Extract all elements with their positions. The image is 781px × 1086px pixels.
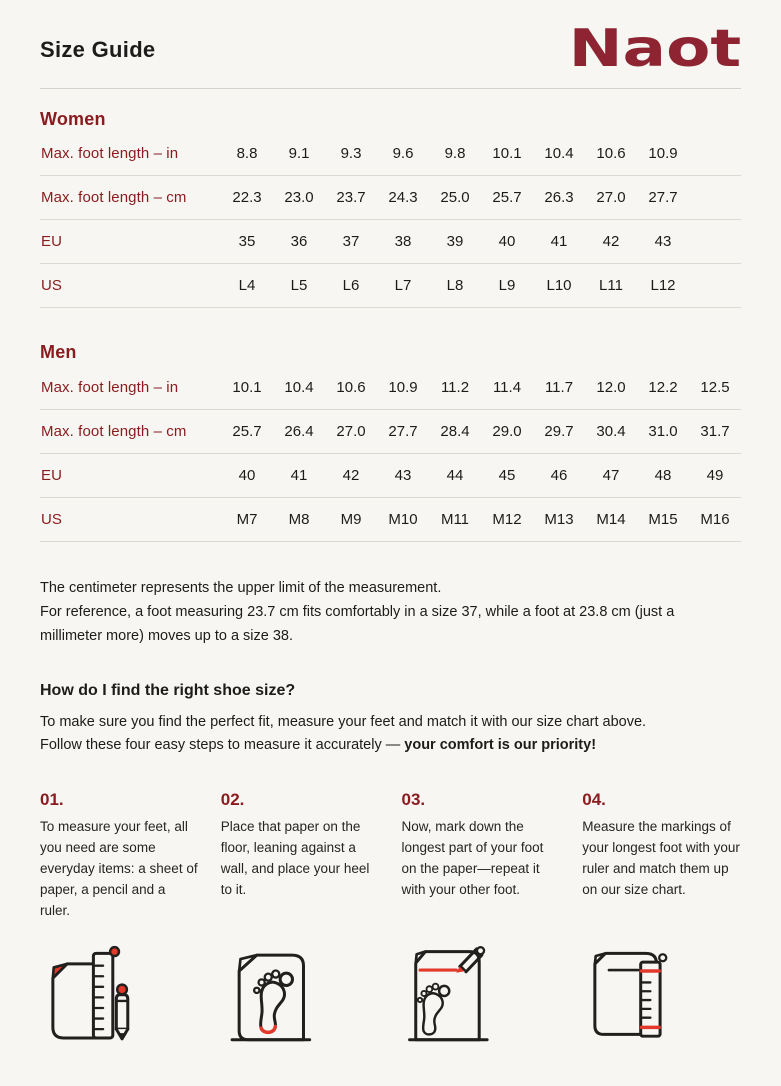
size-value: 27.0 [585, 176, 637, 220]
size-value: 43 [637, 220, 689, 264]
size-value: 38 [377, 220, 429, 264]
size-value: L4 [221, 264, 273, 308]
size-value: 10.4 [533, 132, 585, 176]
size-value: 42 [325, 453, 377, 497]
paper-fold [415, 951, 425, 962]
step-2-number: 02. [220, 789, 245, 809]
size-value: 11.4 [481, 365, 533, 409]
paper-ruler-markings-icon [582, 941, 680, 1045]
step-2 [221, 790, 380, 921]
size-value: 48 [637, 453, 689, 497]
size-value: 29.7 [533, 409, 585, 453]
size-value: 26.4 [273, 409, 325, 453]
size-value: L9 [481, 264, 533, 308]
size-value: 25.7 [481, 176, 533, 220]
size-value: 36 [273, 220, 325, 264]
step-1-text: To measure your feet, all you need are some everyday items: a sheet of paper, a pencil and a ruler. [40, 818, 198, 918]
size-value: 28.4 [429, 409, 481, 453]
row-label: EU [40, 453, 221, 497]
step-3-number: 03. [401, 789, 426, 809]
paper-footprint-pencil-mark-icon [402, 941, 500, 1045]
howto-intro [40, 711, 680, 758]
size-value: 46 [533, 453, 585, 497]
size-value: M8 [273, 497, 325, 541]
size-value: 43 [377, 453, 429, 497]
paper-footprint-icon [221, 941, 319, 1045]
empty-cell [689, 264, 741, 308]
size-value: M10 [377, 497, 429, 541]
size-value: 26.3 [533, 176, 585, 220]
size-value: 24.3 [377, 176, 429, 220]
step-4 [582, 790, 741, 921]
paper-shape [239, 955, 303, 1040]
row-label: Max. foot length – in [40, 132, 221, 176]
size-value: 39 [429, 220, 481, 264]
size-row [40, 409, 741, 453]
size-value: 41 [273, 453, 325, 497]
size-value: 27.7 [377, 409, 429, 453]
size-value: L10 [533, 264, 585, 308]
size-value: 25.7 [221, 409, 273, 453]
paper-fold-red [53, 964, 67, 978]
size-value: M11 [429, 497, 481, 541]
size-row [40, 176, 741, 220]
size-value: M14 [585, 497, 637, 541]
page-title: Size Guide [40, 36, 156, 62]
size-value: 23.0 [273, 176, 325, 220]
size-row [40, 220, 741, 264]
note-line-2: For reference, a foot measuring 23.7 cm fits comfortably in a size 37, while a foot at 23.8 cm (just a millimeter more) moves up to a size 38. [40, 603, 675, 644]
size-value: 9.3 [325, 132, 377, 176]
row-label: EU [40, 220, 221, 264]
size-value: 40 [481, 220, 533, 264]
row-label: US [40, 264, 221, 308]
size-value: L8 [429, 264, 481, 308]
size-value: 10.1 [481, 132, 533, 176]
ruler-hook [659, 954, 666, 961]
ruler-top-knob [110, 947, 119, 956]
size-value: 29.0 [481, 409, 533, 453]
size-value: 44 [429, 453, 481, 497]
size-value: 10.6 [585, 132, 637, 176]
size-value: M9 [325, 497, 377, 541]
size-value: 12.5 [689, 365, 741, 409]
paper-fold [239, 955, 257, 971]
size-row [40, 365, 741, 409]
size-value: 41 [533, 220, 585, 264]
empty-cell [689, 176, 741, 220]
row-label: Max. foot length – cm [40, 409, 221, 453]
note-line-1: The centimeter represents the upper limit of the measurement. [40, 579, 442, 596]
women-size-table [40, 132, 741, 309]
pencil-end [477, 947, 484, 954]
size-value: 8.8 [221, 132, 273, 176]
size-value: 47 [585, 453, 637, 497]
size-value: 49 [689, 453, 741, 497]
howto-heading: How do I find the right shoe size? [40, 681, 296, 699]
step-4-text: Measure the markings of your longest foot with your ruler and match them up on our size chart. [582, 818, 740, 897]
size-value: 12.2 [637, 365, 689, 409]
row-label: Max. foot length – cm [40, 176, 221, 220]
size-value: 27.0 [325, 409, 377, 453]
size-value: 10.6 [325, 365, 377, 409]
red-heel-mark [261, 1026, 275, 1032]
size-value: 27.7 [637, 176, 689, 220]
women-section-heading: Women [40, 108, 106, 129]
size-value: M13 [533, 497, 585, 541]
empty-cell [689, 220, 741, 264]
size-value: L12 [637, 264, 689, 308]
step-4-number: 04. [582, 789, 606, 809]
paper-ruler-pencil-icon [40, 941, 138, 1045]
step-icons-row [40, 941, 741, 1045]
row-label: US [40, 497, 221, 541]
size-value: 10.4 [273, 365, 325, 409]
size-value: L11 [585, 264, 637, 308]
row-label: Max. foot length – in [40, 365, 221, 409]
empty-cell [689, 132, 741, 176]
size-value: 42 [585, 220, 637, 264]
step-3 [402, 790, 561, 921]
size-row [40, 453, 741, 497]
size-value: 30.4 [585, 409, 637, 453]
size-value: 9.8 [429, 132, 481, 176]
size-value: 37 [325, 220, 377, 264]
step-1-number: 01. [40, 789, 64, 809]
size-value: 40 [221, 453, 273, 497]
size-value: 45 [481, 453, 533, 497]
size-value: 31.0 [637, 409, 689, 453]
steps-row [40, 790, 741, 921]
size-row [40, 132, 741, 176]
size-value: L6 [325, 264, 377, 308]
size-row [40, 497, 741, 541]
men-size-table [40, 365, 741, 542]
size-value: 22.3 [221, 176, 273, 220]
size-value: 9.1 [273, 132, 325, 176]
men-section-heading: Men [40, 342, 77, 363]
size-value: 9.6 [377, 132, 429, 176]
size-value: M15 [637, 497, 689, 541]
measurement-note [40, 576, 702, 648]
size-value: M12 [481, 497, 533, 541]
page-header [40, 0, 741, 89]
size-value: 11.7 [533, 365, 585, 409]
size-row [40, 264, 741, 308]
size-value: 12.0 [585, 365, 637, 409]
size-value: M7 [221, 497, 273, 541]
step-3-text: Now, mark down the longest part of your foot on the paper—repeat it with your other foot. [401, 818, 544, 897]
size-value: L7 [377, 264, 429, 308]
size-value: M16 [689, 497, 741, 541]
paper-fold [595, 953, 606, 964]
size-value: 35 [221, 220, 273, 264]
size-value: L5 [273, 264, 325, 308]
naot-logo: Naot [568, 19, 741, 79]
step-1 [40, 790, 199, 921]
howto-intro-bold: your comfort is our priority! [404, 737, 597, 754]
pencil-top-knob [117, 984, 127, 994]
size-value: 10.9 [377, 365, 429, 409]
size-value: 11.2 [429, 365, 481, 409]
step-2-text: Place that paper on the floor, leaning against a wall, and place your heel to it. [220, 818, 370, 897]
size-value: 31.7 [689, 409, 741, 453]
size-value: 25.0 [429, 176, 481, 220]
howto-intro-text: To make sure you find the perfect fit, measure your feet and match it with our size chart above. Follow these four easy steps to measure it accurately — [40, 713, 647, 754]
size-value: 10.9 [637, 132, 689, 176]
size-value: 10.1 [221, 365, 273, 409]
size-value: 23.7 [325, 176, 377, 220]
ruler-ticks [93, 966, 103, 1029]
